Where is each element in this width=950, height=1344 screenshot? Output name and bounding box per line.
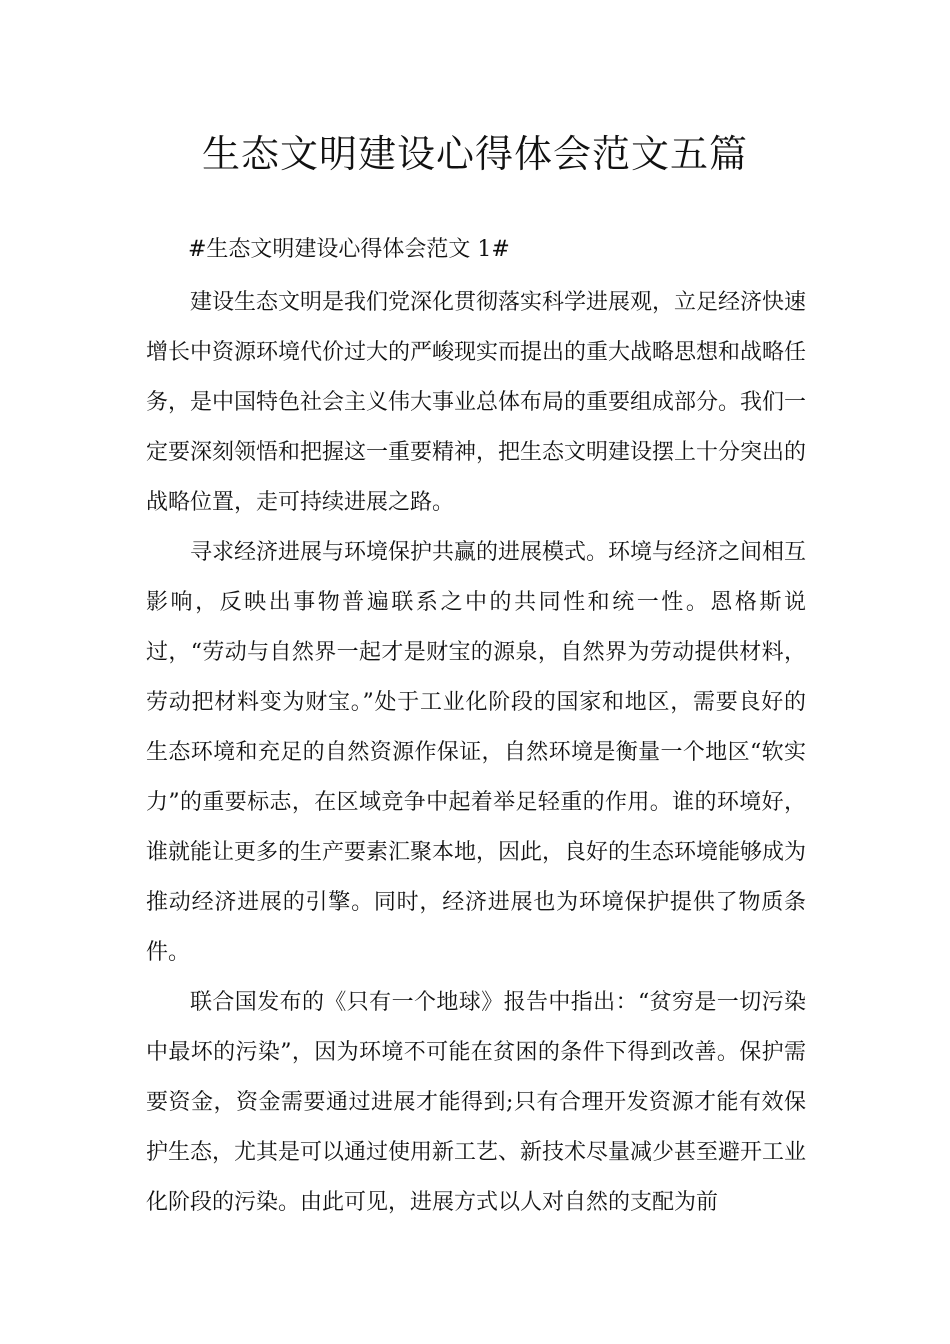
paragraph-2: 寻求经济进展与环境保护共赢的进展模式。环境与经济之间相互影响，反映出事物普遍联系之中的共同性和统一性。恩格斯说过，“劳动与自然界一起才是财宝的源泉，自然界为劳动提供材料，劳动把材料变为财宝。”处于工业化阶段的国家和地区，需要良好的生态环境和充足的自然资源作保证，自然环境是衡量一个地区“软实力”的重要标志，在区域竞争中起着举足轻重的作用。谁的环境好，谁就能让更多的生产要素汇聚本地，因此，良好的生态环境能够成为推动经济进展的引擎。同时，经济进展也为环境保护提供了物质条件。 xyxy=(146,540,807,965)
paragraph-3: 联合国发布的《只有一个地球》报告中指出：“贫穷是一切污染中最坏的污染”，因为环境不可能在贫困的条件下得到改善。保护需要资金，资金需要通过进展才能得到;只有合理开发资源才能有效保护生态，尤其是可以通过使用新工艺、新技术尽量减少甚至避开工业化阶段的污染。由此可见，进展方式以人对自然的支配为前 xyxy=(146,990,807,1215)
section-heading: #生态文明建设心得体会范文 1# xyxy=(188,237,510,262)
paragraph-1: 建设生态文明是我们党深化贯彻落实科学进展观，立足经济快速增长中资源环境代价过大的严峻现实而提出的重大战略思想和战略任务，是中国特色社会主义伟大事业总体布局的重要组成部分。我们一定要深刻领悟和把握这一重要精神，把生态文明建设摆上十分突出的战略位置，走可持续进展之路。 xyxy=(146,290,807,515)
document-title: 生态文明建设心得体会范文五篇 xyxy=(201,132,748,176)
